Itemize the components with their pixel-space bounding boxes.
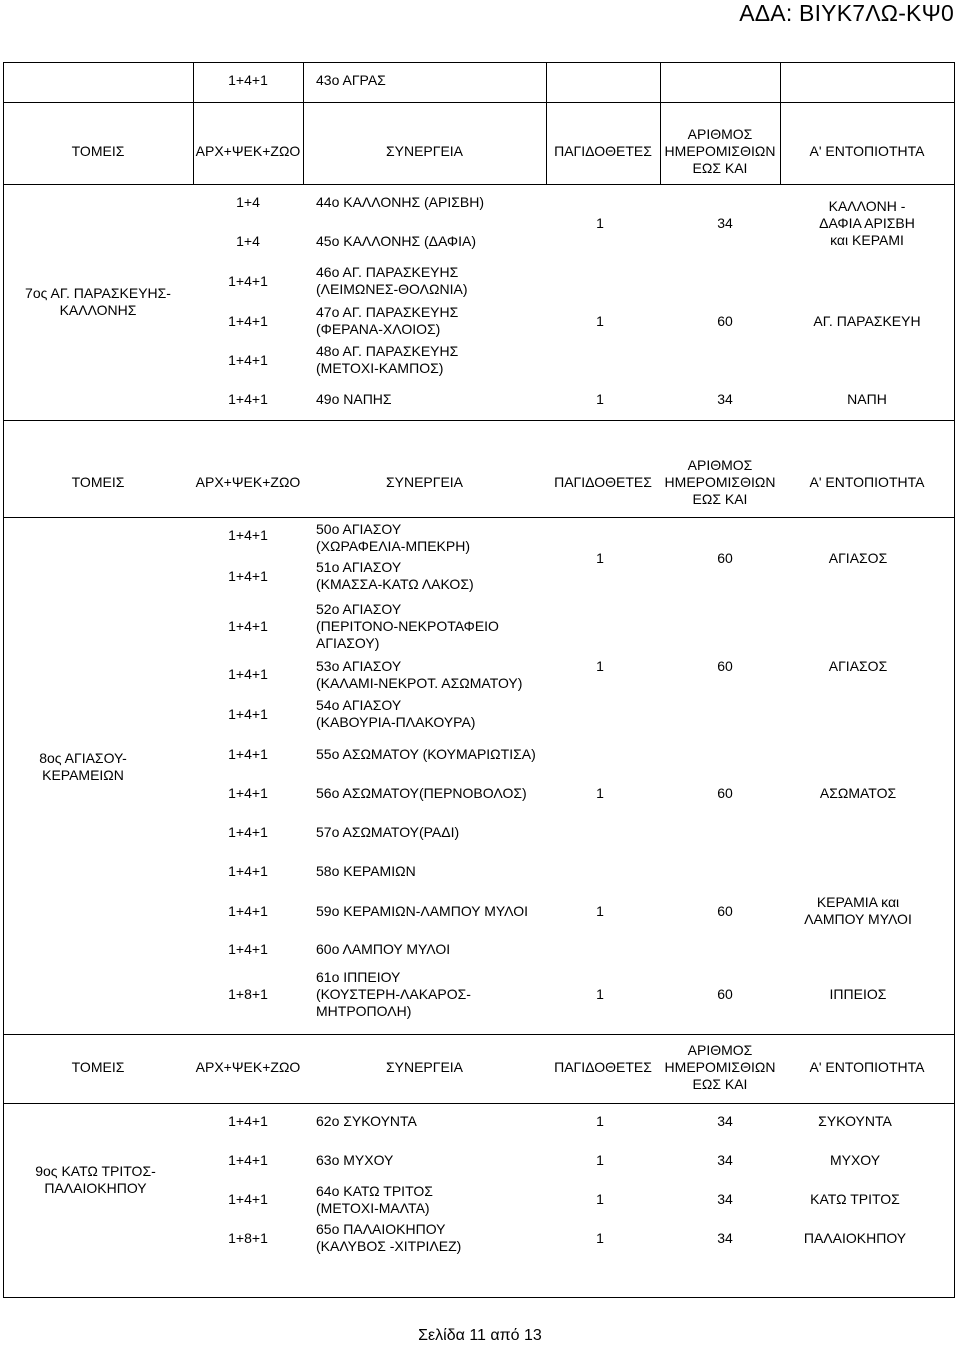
synergeio-cell: 50ο ΑΓΙΑΣΟΥ bbox=[316, 521, 402, 537]
pagidothetes-cell: 1 bbox=[596, 903, 604, 919]
arx-cell: 1+4+1 bbox=[228, 352, 268, 368]
synergeio-cell: (ΜΕΤΟΧΙ-ΚΑΜΠΟΣ) bbox=[316, 360, 444, 376]
pagidothetes-cell: 1 bbox=[596, 391, 604, 407]
header-tomeis: ΤΟΜΕΙΣ bbox=[71, 143, 125, 159]
sector-name: ΠΑΛΑΙΟΚΗΠΟΥ bbox=[44, 1180, 147, 1196]
synergeio-cell: (ΠΕΡΙΤΟΝΟ-ΝΕΚΡΟΤΑΦΕΙΟ bbox=[316, 618, 499, 634]
header-arithmos: ΗΜΕΡΟΜΙΣΘΙΩΝ bbox=[664, 143, 776, 159]
arx-cell: 1+4+1 bbox=[228, 941, 268, 957]
arx-cell: 1+4+1 bbox=[228, 391, 268, 407]
arx-cell: 1+4+1 bbox=[228, 313, 268, 329]
arx-cell: 1+4+1 bbox=[228, 273, 268, 289]
synergeio-cell: 57ο ΑΣΩΜΑΤΟΥ(ΡΑΔΙ) bbox=[316, 824, 460, 840]
synergeio-cell: 61ο ΙΠΠΕΙΟΥ bbox=[316, 969, 401, 985]
arx-cell: 1+4+1 bbox=[228, 527, 268, 543]
synergeio-cell: 44ο ΚΑΛΛΟΝΗΣ (ΑΡΙΣΒΗ) bbox=[316, 194, 484, 210]
synergeio-cell: 60ο ΛΑΜΠΟΥ ΜΥΛΟΙ bbox=[316, 941, 451, 957]
header-arithmos: ΑΡΙΘΜΟΣ bbox=[687, 457, 753, 473]
synergeio-cell: ΑΓΙΑΣΟΥ) bbox=[316, 635, 380, 651]
arx-cell: 1+4+1 bbox=[228, 618, 268, 634]
entopiotita-cell: ΚΕΡΑΜΙΑ και bbox=[816, 894, 900, 910]
header-entopiotita: Α' ΕΝΤΟΠΙΟΤΗΤΑ bbox=[809, 474, 925, 490]
pagidothetes-cell: 1 bbox=[596, 1230, 604, 1246]
arx-cell: 1+4+1 bbox=[228, 1152, 268, 1168]
entopiotita-cell: ΑΓΙΑΣΟΣ bbox=[828, 550, 888, 566]
entopiotita-cell: ΚΑΛΛΟΝΗ - bbox=[828, 198, 906, 214]
header-arithmos: ΑΡΙΘΜΟΣ bbox=[687, 126, 753, 142]
arx-cell: 1+4+1 bbox=[228, 903, 268, 919]
entopiotita-cell: ΣΥΚΟΥΝΤΑ bbox=[818, 1113, 892, 1129]
arx-cell: 1+4+1 bbox=[228, 824, 268, 840]
header-synergeia: ΣΥΝΕΡΓΕΙΑ bbox=[385, 143, 464, 159]
synergeio-cell: 52ο ΑΓΙΑΣΟΥ bbox=[316, 601, 402, 617]
header-entopiotita: Α' ΕΝΤΟΠΙΟΤΗΤΑ bbox=[809, 1059, 925, 1075]
sector-name: 9ος ΚΑΤΩ ΤΡΙΤΟΣ- bbox=[35, 1163, 156, 1179]
days-cell: 34 bbox=[717, 391, 733, 407]
days-cell: 60 bbox=[717, 986, 733, 1002]
pagidothetes-cell: 1 bbox=[596, 215, 604, 231]
header-arithmos: ΕΩΣ ΚΑΙ bbox=[692, 160, 748, 176]
pagidothetes-cell: 1 bbox=[596, 1152, 604, 1168]
header-pagidothetes: ΠΑΓΙΔΟΘΕΤΕΣ bbox=[554, 1059, 652, 1075]
header-arx: ΑΡΧ+ΨΕΚ+ΖΩΟ bbox=[195, 143, 301, 159]
entopiotita-cell: και ΚΕΡΑΜΙ bbox=[830, 232, 904, 248]
synergeio-cell: 65ο ΠΑΛΑΙΟΚΗΠΟΥ bbox=[316, 1221, 446, 1237]
header-pagidothetes: ΠΑΓΙΔΟΘΕΤΕΣ bbox=[554, 143, 652, 159]
synergeio-cell: 56ο ΑΣΩΜΑΤΟΥ(ΠΕΡΝΟΒΟΛΟΣ) bbox=[316, 785, 527, 801]
header-arx: ΑΡΧ+ΨΕΚ+ΖΩΟ bbox=[195, 474, 301, 490]
synergeio-cell: 45ο ΚΑΛΛΟΝΗΣ (ΔΑΦΙΑ) bbox=[316, 233, 476, 249]
sector-name: ΚΕΡΑΜΕΙΩΝ bbox=[42, 767, 124, 783]
synergeio-cell: (ΚΟΥΣΤΕΡΗ-ΛΑΚΑΡΟΣ- bbox=[316, 986, 471, 1002]
entopiotita-cell: ΛΑΜΠΟΥ ΜΥΛΟΙ bbox=[804, 911, 912, 927]
header-arithmos: ΕΩΣ ΚΑΙ bbox=[692, 491, 748, 507]
synergeio-cell: (ΚΑΒΟΥΡΙΑ-ΠΛΑΚΟΥΡΑ) bbox=[316, 714, 476, 730]
arx-cell: 1+4+1 bbox=[228, 72, 268, 88]
days-cell: 60 bbox=[717, 313, 733, 329]
synergeio-cell: 47ο ΑΓ. ΠΑΡΑΣΚΕΥΗΣ bbox=[316, 304, 459, 320]
days-cell: 60 bbox=[717, 785, 733, 801]
days-cell: 34 bbox=[717, 1152, 733, 1168]
entopiotita-cell: ΚΑΤΩ ΤΡΙΤΟΣ bbox=[810, 1191, 900, 1207]
header-arithmos: ΗΜΕΡΟΜΙΣΘΙΩΝ bbox=[664, 1059, 776, 1075]
entopiotita-cell: ΠΑΛΑΙΟΚΗΠΟΥ bbox=[803, 1230, 907, 1246]
entopiotita-cell: ΝΑΠΗ bbox=[847, 391, 887, 407]
synergeio-cell: 46ο ΑΓ. ΠΑΡΑΣΚΕΥΗΣ bbox=[316, 264, 459, 280]
arx-cell: 1+4+1 bbox=[228, 863, 268, 879]
page-number: Σελίδα 11 από 13 bbox=[418, 1327, 542, 1344]
header-synergeia: ΣΥΝΕΡΓΕΙΑ bbox=[385, 474, 464, 490]
arx-cell: 1+8+1 bbox=[228, 986, 268, 1002]
entopiotita-cell: ΑΓΙΑΣΟΣ bbox=[828, 658, 888, 674]
sector-name: ΚΑΛΛΟΝΗΣ bbox=[59, 302, 137, 318]
synergeio-cell: 63ο ΜΥΧΟΥ bbox=[316, 1152, 394, 1168]
synergeio-cell: 48ο ΑΓ. ΠΑΡΑΣΚΕΥΗΣ bbox=[316, 343, 459, 359]
days-cell: 60 bbox=[717, 658, 733, 674]
arx-cell: 1+4+1 bbox=[228, 706, 268, 722]
synergeio-cell: 55ο ΑΣΩΜΑΤΟΥ (ΚΟΥΜΑΡΙΩΤΙΣΑ) bbox=[316, 746, 536, 762]
arx-cell: 1+8+1 bbox=[228, 1230, 268, 1246]
pagidothetes-cell: 1 bbox=[596, 1191, 604, 1207]
ada-watermark: ΑΔΑ: ΒΙΥΚ7ΛΩ-ΚΨ0 bbox=[739, 0, 954, 26]
synergeio-cell: (ΚΑΛΑΜΙ-ΝΕΚΡΟΤ. ΑΣΩΜΑΤΟΥ) bbox=[316, 675, 523, 691]
days-cell: 34 bbox=[717, 1113, 733, 1129]
days-cell: 34 bbox=[717, 215, 733, 231]
synergeio-cell: 62ο ΣΥΚΟΥΝΤΑ bbox=[316, 1113, 417, 1129]
synergeio-cell: 64ο ΚΑΤΩ ΤΡΙΤΟΣ bbox=[316, 1183, 433, 1199]
synergeio-cell: (ΜΕΤΟΧΙ-ΜΑΛΤΑ) bbox=[316, 1200, 430, 1216]
header-pagidothetes: ΠΑΓΙΔΟΘΕΤΕΣ bbox=[554, 474, 652, 490]
header-synergeia: ΣΥΝΕΡΓΕΙΑ bbox=[385, 1059, 464, 1075]
pagidothetes-cell: 1 bbox=[596, 785, 604, 801]
days-cell: 34 bbox=[717, 1191, 733, 1207]
arx-cell: 1+4+1 bbox=[228, 1191, 268, 1207]
synergeio-cell: (ΚΑΛΥΒΟΣ -ΧΙΤΡΙΛΕΖ) bbox=[316, 1238, 462, 1254]
header-arithmos: ΗΜΕΡΟΜΙΣΘΙΩΝ bbox=[664, 474, 776, 490]
synergeio-cell: 43ο ΑΓΡΑΣ bbox=[316, 72, 386, 88]
pagidothetes-cell: 1 bbox=[596, 986, 604, 1002]
entopiotita-cell: ΔΑΦΙΑ ΑΡΙΣΒΗ bbox=[819, 215, 915, 231]
sector-name: 7ος ΑΓ. ΠΑΡΑΣΚΕΥΗΣ- bbox=[25, 285, 171, 301]
entopiotita-cell: ΜΥΧΟΥ bbox=[829, 1152, 881, 1168]
synergeio-cell: 51ο ΑΓΙΑΣΟΥ bbox=[316, 559, 402, 575]
synergeio-cell: (ΦΕΡΑΝΑ-ΧΛΟΙΟΣ) bbox=[316, 321, 441, 337]
synergeio-cell: ΜΗΤΡΟΠΟΛΗ) bbox=[316, 1003, 412, 1019]
pagidothetes-cell: 1 bbox=[596, 550, 604, 566]
arx-cell: 1+4+1 bbox=[228, 666, 268, 682]
synergeio-cell: (ΧΩΡΑΦΕΛΙΑ-ΜΠΕΚΡΗ) bbox=[316, 538, 471, 554]
pagidothetes-cell: 1 bbox=[596, 1113, 604, 1129]
synergeio-cell: (ΛΕΙΜΩΝΕΣ-ΘΟΛΩΝΙΑ) bbox=[316, 281, 468, 297]
pagidothetes-cell: 1 bbox=[596, 658, 604, 674]
synergeio-cell: 53ο ΑΓΙΑΣΟΥ bbox=[316, 658, 402, 674]
header-tomeis: ΤΟΜΕΙΣ bbox=[71, 474, 125, 490]
synergeio-cell: 49ο ΝΑΠΗΣ bbox=[316, 391, 392, 407]
arx-cell: 1+4 bbox=[236, 233, 260, 249]
pagidothetes-cell: 1 bbox=[596, 313, 604, 329]
header-tomeis: ΤΟΜΕΙΣ bbox=[71, 1059, 125, 1075]
arx-cell: 1+4 bbox=[236, 194, 260, 210]
entopiotita-cell: ΙΠΠΕΙΟΣ bbox=[829, 986, 887, 1002]
arx-cell: 1+4+1 bbox=[228, 568, 268, 584]
header-arithmos: ΑΡΙΘΜΟΣ bbox=[687, 1042, 753, 1058]
arx-cell: 1+4+1 bbox=[228, 746, 268, 762]
arx-cell: 1+4+1 bbox=[228, 1113, 268, 1129]
header-arithmos: ΕΩΣ ΚΑΙ bbox=[692, 1076, 748, 1092]
synergeio-cell: 54ο ΑΓΙΑΣΟΥ bbox=[316, 697, 402, 713]
synergeio-cell: 59ο ΚΕΡΑΜΙΩΝ-ΛΑΜΠΟΥ ΜΥΛΟΙ bbox=[316, 903, 529, 919]
days-cell: 60 bbox=[717, 903, 733, 919]
header-arx: ΑΡΧ+ΨΕΚ+ΖΩΟ bbox=[195, 1059, 301, 1075]
sector-name: 8ος ΑΓΙΑΣΟΥ- bbox=[39, 750, 127, 766]
synergeio-cell: (ΚΜΑΣΣΑ-ΚΑΤΩ ΛΑΚΟΣ) bbox=[316, 576, 474, 592]
entopiotita-cell: ΑΣΩΜΑΤΟΣ bbox=[819, 785, 897, 801]
days-cell: 60 bbox=[717, 550, 733, 566]
entopiotita-cell: ΑΓ. ΠΑΡΑΣΚΕΥΗ bbox=[813, 313, 921, 329]
arx-cell: 1+4+1 bbox=[228, 785, 268, 801]
synergeio-cell: 58ο ΚΕΡΑΜΙΩΝ bbox=[316, 863, 416, 879]
days-cell: 34 bbox=[717, 1230, 733, 1246]
header-entopiotita: Α' ΕΝΤΟΠΙΟΤΗΤΑ bbox=[809, 143, 925, 159]
